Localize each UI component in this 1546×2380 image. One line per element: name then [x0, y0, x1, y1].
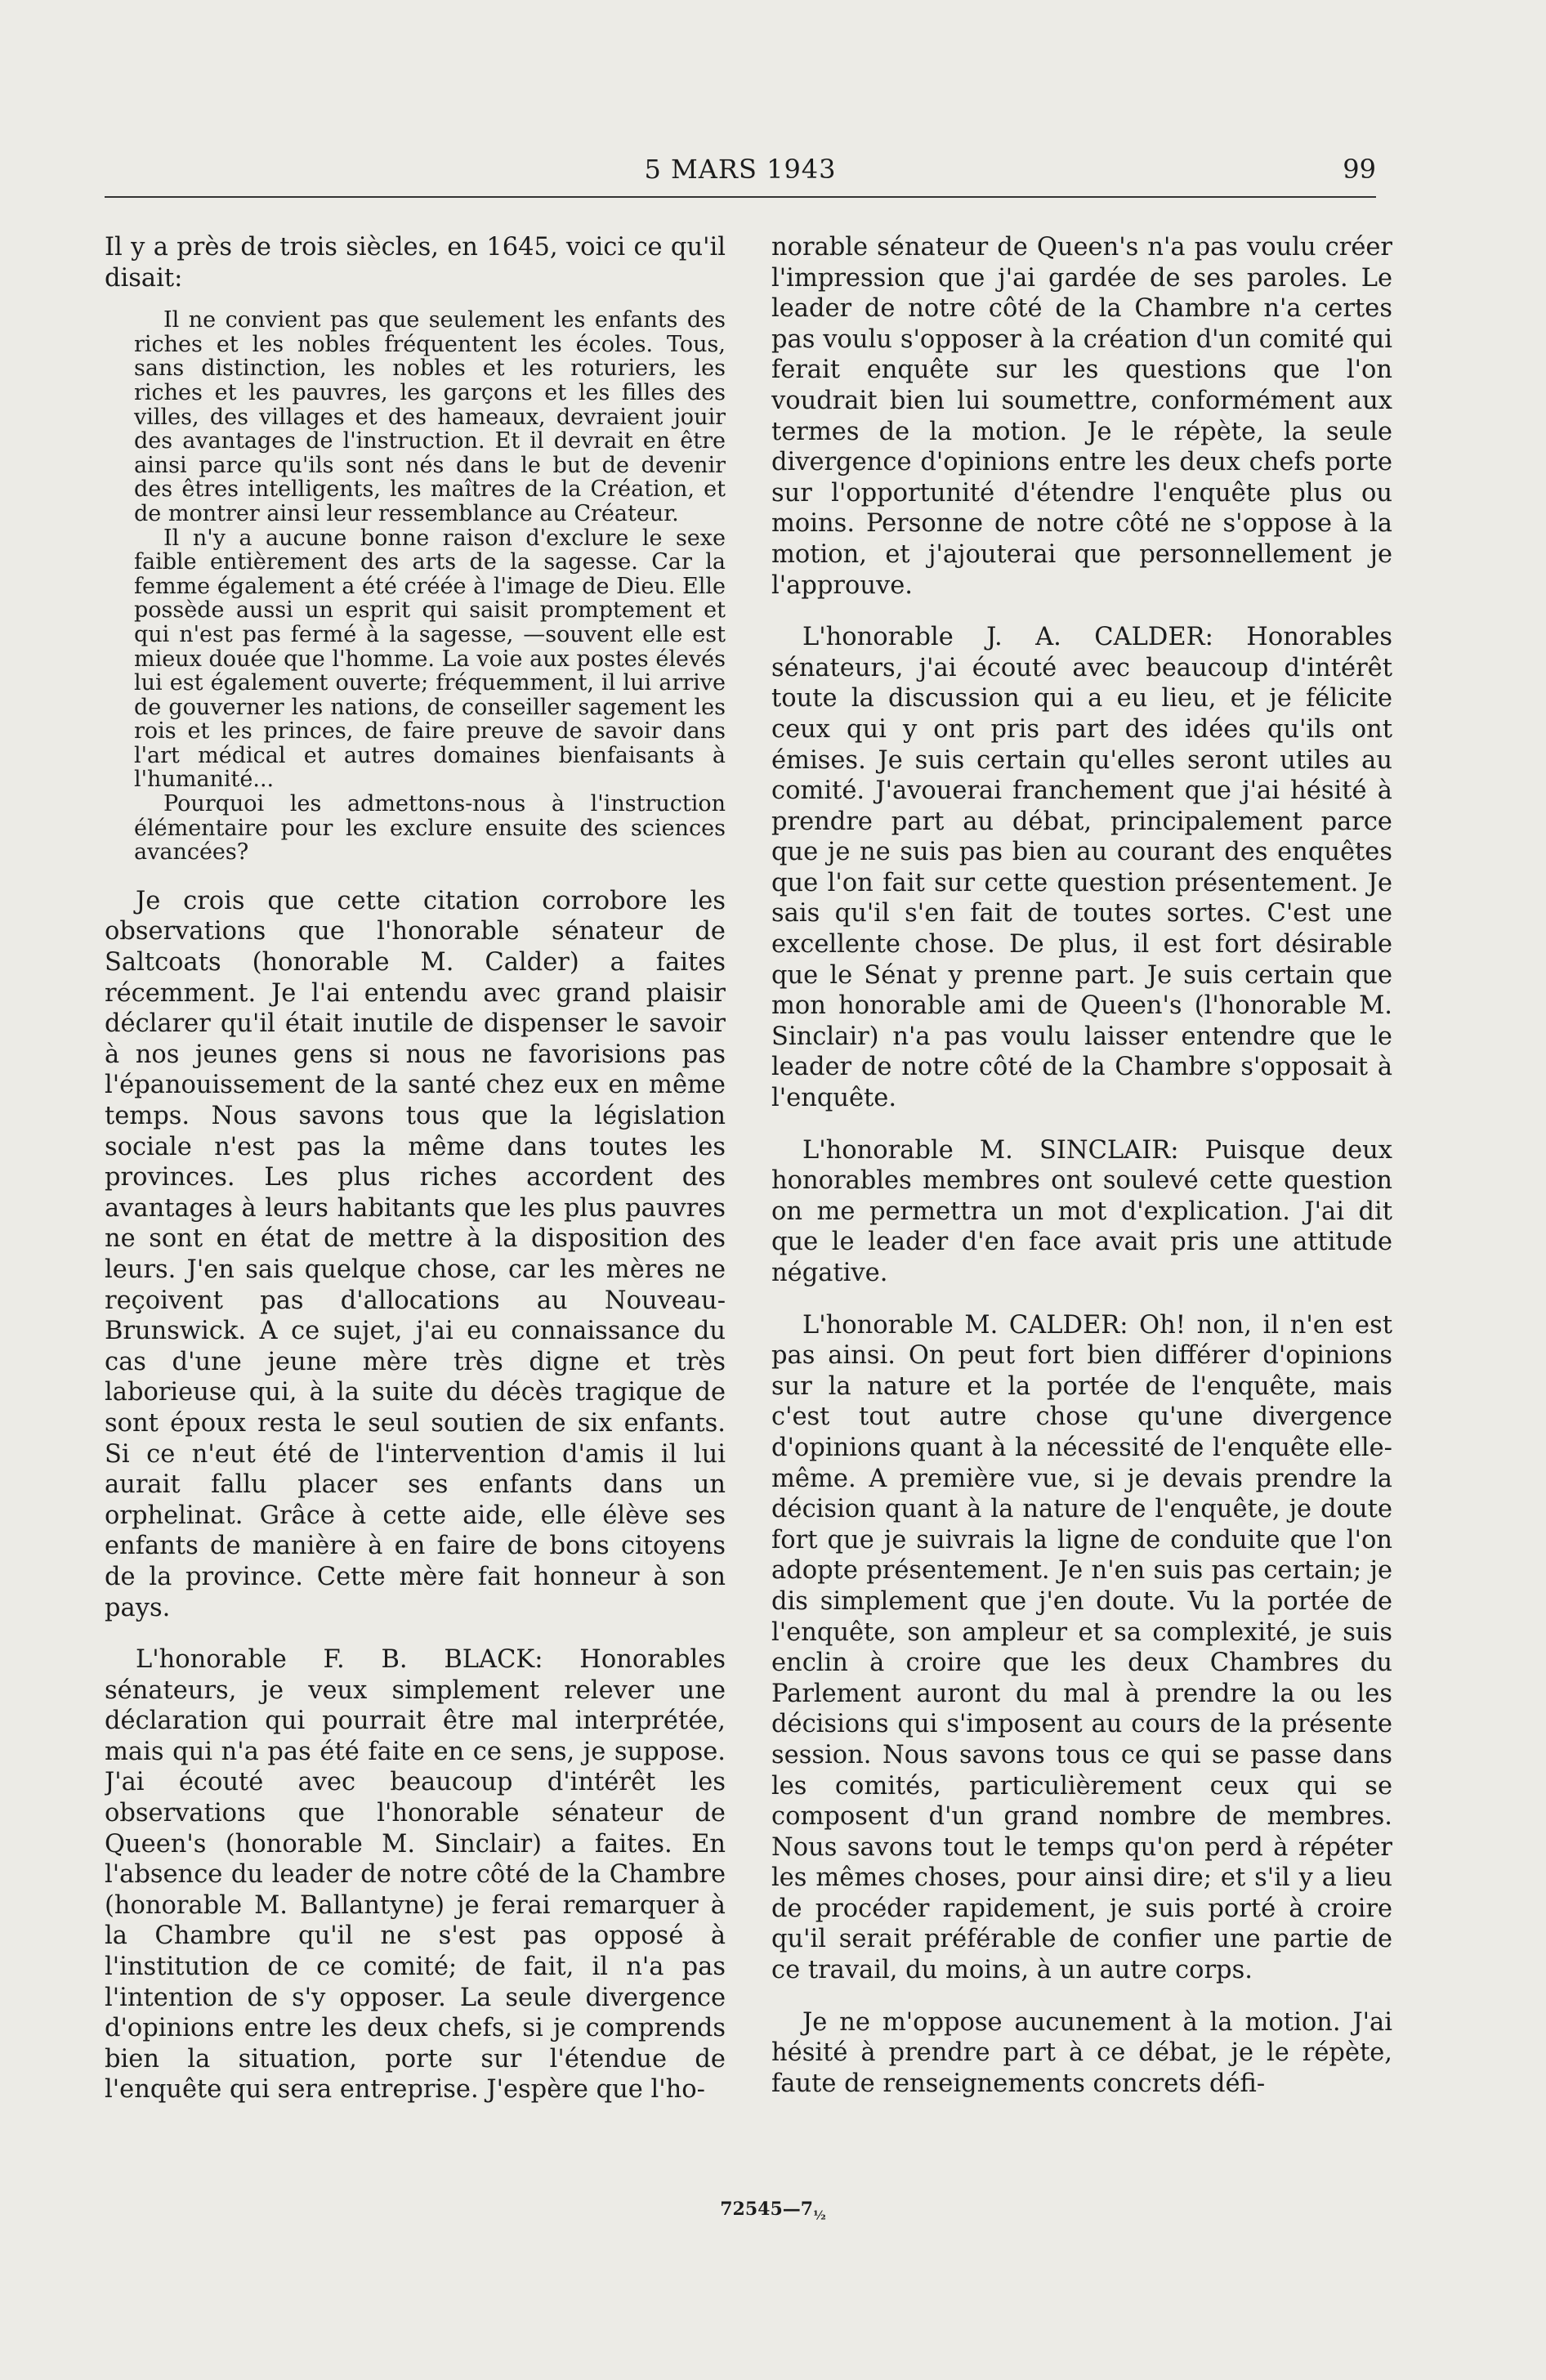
printer-signature	[0, 2199, 1546, 2222]
paragraph-black-continued: norable sénateur de Queen's n'a pas voulu créer l'impression que j'ai gardée de ses paroles. Le leader de notre côté de la Chambre n'a certes pas voulu s'opposer à la création d'un comité qui ferait enquête sur les questions que l'on voudrait bien lui soumettre, conformément aux termes de la motion. Je le répète, la seule divergence d'opinions entre les deux chefs porte sur l'opportunité d'étendre l'enquête plus ou moins. Personne de notre côté ne s'oppose à la motion, et j'ajouterai que personnellement je l'approuve.	[771, 233, 1392, 600]
paragraph-black: L'honorable F. B. BLACK: Honorables sénateurs, je veux simplement relever une déclaration qui pourrait être mal interprétée, mais qui n'a pas été faite en ce sens, je suppose. J'ai écouté avec beaucoup d'intérêt les observations que l'honorable sénateur de Queen's (honorable M. Sinclair) a faites. En l'absence du leader de notre côté de la Chambre (honorable M. Ballantyne) je ferai remarquer à la Chambre qu'il ne s'est pas opposé à l'institution de ce comité; de fait, il n'a pas l'intention de s'y opposer. La seule divergence d'opinions entre les deux chefs, si je comprends bien la situation, porte sur l'étendue de l'enquête qui sera entreprise. J'espère que l'ho-	[105, 1645, 726, 2105]
signature-fraction: ½	[813, 2208, 826, 2223]
right-column	[771, 232, 1392, 2177]
intro-paragraph: Il y a près de trois siècles, en 1645, voici ce qu'il disait:	[105, 233, 726, 293]
quote-paragraph: Il n'y a aucune bonne raison d'exclure le sexe faible entièrement des arts de la sagesse. Car la femme également a été créée à l'image de Dieu. Elle possède aussi un esprit qui saisit promptement et qui n'est pas fermé à la sagesse, —souvent elle est mieux douée que l'homme. La voie aux postes élevés lui est également ouverte; fréquemment, il lui arrive de gouverner les nations, de conseiller sagement les rois et les princes, de faire preuve de savoir dans l'art médical et autres domaines bienfaisants à l'humanité...	[134, 525, 726, 793]
paragraph-sinclair: L'honorable M. SINCLAIR: Puisque deux honorables membres ont soulevé cette question on me permettra un mot d'explication. J'ai dit que le leader d'en face avait pris une attitude négative.	[771, 1135, 1392, 1287]
paragraph-citation: Je crois que cette citation corrobore les observations que l'honorable sénateur de Saltcoats (honorable M. Calder) a faites récemment. Je l'ai entendu avec grand plaisir déclarer qu'il était inutile de dispenser le savoir à nos jeunes gens si nous ne favorisions pas l'épanouissement de la santé chez eux en même temps. Nous savons tous que la législation sociale n'est pas la même dans toutes les provinces. Les plus riches accordent des avantages à leurs habitants que les plus pauvres ne sont en état de mettre à la disposition des leurs. J'en sais quelque chose, car les mères ne reçoivent pas d'allocations au Nouveau-Brunswick. A ce sujet, j'ai eu connaissance du cas d'une jeune mère très digne et très laborieuse qui, à la suite du décès tragique de sont époux resta le seul soutien de six enfants. Si ce n'eut été de l'intervention d'amis il lui aurait fallu placer ses enfants dans un orphelinat. Grâce à cette aide, elle élève ses enfants de manière à en faire de bons citoyens de la province. Cette mère fait honneur à son pays.	[105, 886, 726, 1622]
left-column	[105, 232, 726, 2177]
paragraph-final: Je ne m'oppose aucunement à la motion. J'ai hésité à prendre part à ce débat, je le répète, faute de renseignements concrets défi-	[771, 2007, 1392, 2098]
header-date: 5 MARS 1943	[644, 154, 837, 185]
quote-paragraph: Pourquoi les admettons-nous à l'instruction élémentaire pour les exclure ensuite des sciences avancées?	[134, 791, 726, 866]
paragraph-calder-1: L'honorable J. A. CALDER: Honorables sénateurs, j'ai écouté avec beaucoup d'intérêt toute la discussion qui a eu lieu, et je félicite ceux qui y ont pris part des idées qu'ils ont émises. Je suis certain qu'elles seront utiles au comité. J'avouerai franchement que j'ai hésité à prendre part au débat, principalement parce que je ne suis pas bien au courant des enquêtes que l'on fait sur cette question présentement. Je sais qu'il s'en fait de toutes sortes. C'est une excellente chose. De plus, il est fort désirable que le Sénat y prenne part. Je suis certain que mon honorable ami de Queen's (l'honorable M. Sinclair) n'a pas voulu laisser entendre que le leader de notre côté de la Chambre s'opposait à l'enquête.	[771, 623, 1392, 1113]
paragraph-calder-2: L'honorable M. CALDER: Oh! non, il n'en est pas ainsi. On peut fort bien différer d'opinions sur la nature et la portée de l'enquête, mais c'est tout autre chose qu'une divergence d'opinions quant à la nécessité de l'enquête elle-même. A première vue, si je devais prendre la décision quant à la nature de l'enquête, je doute fort que je suivrais la ligne de conduite que l'on adopte présentement. Je n'en suis pas certain; je dis simplement que j'en doute. Vu la portée de l'enquête, son ampleur et sa complexité, je suis enclin à croire que les deux Chambres du Parlement auront du mal à prendre la ou les décisions qui s'imposent au cours de la présente session. Nous savons tous ce qui se passe dans les comités, particulièrement ceux qui se composent d'un grand nombre de membres. Nous savons tout le temps qu'on perd à répéter les mêmes choses, pour ainsi dire; et s'il y a lieu de procéder rapidement, je suis porté à croire qu'il serait préférable de confier une partie de ce travail, du moins, à un autre corps.	[771, 1310, 1392, 1985]
quote-paragraph: Il ne convient pas que seulement les enfants des riches et les nobles fréquentent les écoles. Tous, sans distinction, les nobles et les roturiers, les riches et les pauvres, les garçons et les filles des villes, des villages et des hameaux, devraient jouir des avantages de l'instruction. Et il devrait en être ainsi parce qu'ils sont nés dans le but de devenir des êtres intelligents, les maîtres de la Création, et de montrer ainsi leur ressemblance au Créateur.	[134, 307, 726, 526]
running-header	[105, 154, 1376, 198]
page-number: 99	[1343, 154, 1376, 185]
block-quote	[105, 308, 726, 865]
signature-number: 72545—7	[720, 2199, 814, 2220]
